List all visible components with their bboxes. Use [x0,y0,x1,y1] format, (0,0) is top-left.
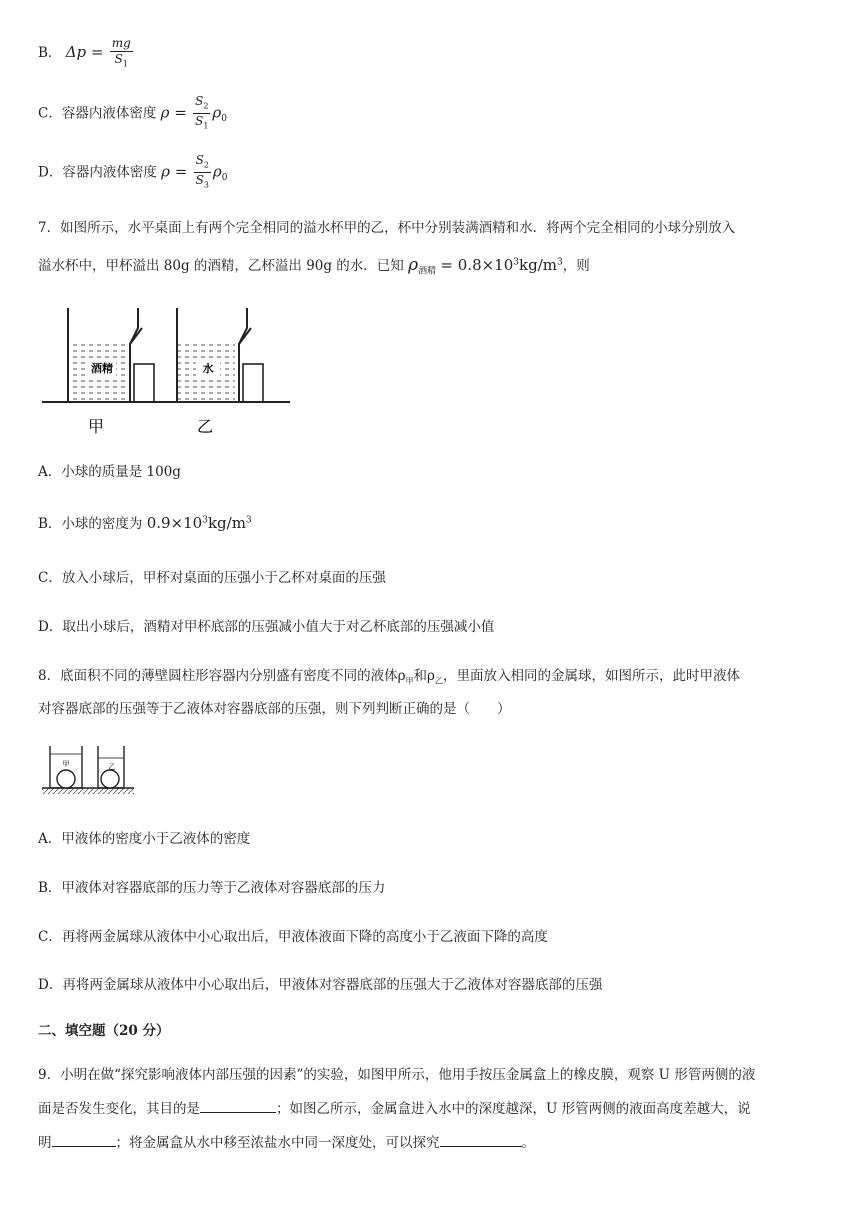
q8-option-c: C．再将两金属球从液体中小心取出后，甲液体液面下降的高度小于乙液面下降的高度 [38,929,548,945]
q7-option-a: A．小球的质量是 100g [38,464,181,480]
q8-figure [40,742,140,800]
blank-2[interactable] [52,1132,116,1147]
blank-3[interactable] [440,1132,522,1147]
q7-option-d: D．取出小球后，酒精对甲杯底部的压强减小值大于对乙杯底部的压强减小值 [38,619,495,635]
q8-option-a: A．甲液体的密度小于乙液体的密度 [38,831,251,847]
q7-figure [40,300,300,442]
svg-text:乙: 乙 [108,763,116,771]
q6-option-d: D．容器内液体密度 ρ = $\frac{S_2}{S_3}$ $\rho_0$ [38,153,227,193]
q8-option-d: D．再将两金属球从液体中小心取出后，甲液体对容器底部的压强大于乙液体对容器底部的压强 [38,977,603,993]
q8-stem-line2: 对容器底部的压强等于乙液体对容器底部的压强，则下列判断正确的是（ ） [38,701,511,717]
caption-yi: 乙 [196,417,214,436]
svg-text:水: 水 [202,362,214,375]
beaker-jia [68,308,142,402]
container-jia [50,746,82,788]
catch-cup-yi [243,364,263,402]
svg-text:甲: 甲 [62,760,70,768]
fraction: $\frac{S_2}{S_1}$ [195,94,209,131]
q8-stem-line1: 8．底面积不同的薄壁圆柱形容器内分别盛有密度不同的液体$\rho_甲$和$\rho_乙$，里面放入相同的金属球，如图所示，此时甲液体 [38,668,740,686]
catch-cup-jia [134,364,154,402]
q9-line3: 明 ；将金属盒从水中移至浓盐水中同一深度处，可以探究 。 [38,1131,535,1151]
fraction: $\frac{mg}{S_1}$ [111,36,131,69]
q7-stem-line1: 7．如图所示，水平桌面上有两个完全相同的溢水杯甲的乙，杯中分别装满酒精和水．将两个完全相同的小球分别放入 [38,220,736,236]
q8-option-b: B．甲液体对容器底部的压力等于乙液体对容器底部的压力 [38,880,386,896]
blank-1[interactable] [200,1098,276,1113]
section-title: 二、填空题（20 分） [38,1023,170,1039]
fraction: $\frac{S_2}{S_3}$ [195,153,209,190]
q7-stem-line2: 溢水杯中，甲杯溢出 80g 的酒精，乙杯溢出 90g 的水．已知 $\rho_{酒精} = 0.8\times 10^3kg/m^3$，则 [38,255,590,277]
q7-option-c: C．放入小球后，甲杯对桌面的压强小于乙杯对桌面的压强 [38,570,386,586]
q7-option-b: B．小球的密度为 $0.9\times 10^3kg/m^3$ [38,514,252,532]
beaker-yi [177,308,251,402]
q9-line2: 面是否发生变化，其目的是 ；如图乙所示，金属盒进入水中的深度越深，U 形管两侧的液面高度差越大，说 [38,1097,751,1117]
container-yi [98,746,124,788]
q6-option-c: C．容器内液体密度 ρ = $\frac{S_2}{S_1}$ $\rho_0$ [38,94,227,134]
caption-jia: 甲 [87,417,105,436]
svg-text:酒精: 酒精 [91,362,113,375]
q9-line1: 9．小明在做“探究影响液体内部压强的因素”的实验，如图甲所示，他用手按压金属盒上的橡皮膜，观察 U 形管两侧的液 [38,1067,756,1083]
q6-option-b: B． Δp = $\frac{mg}{S_1}$ [38,36,135,71]
